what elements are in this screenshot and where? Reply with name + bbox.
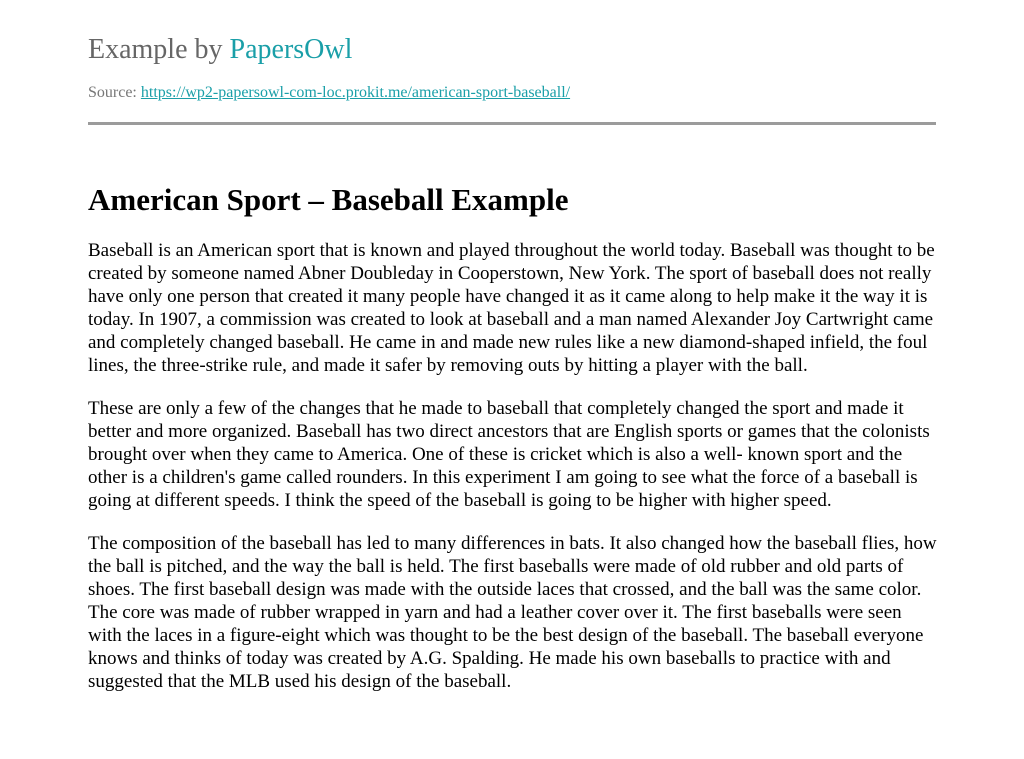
article [88,180,938,693]
brand-line [88,32,936,68]
article-title: American Sport – Baseball Example [88,182,569,217]
article-paragraph-1: Baseball is an American sport that is known and played throughout the world today. Baseball was thought to be created by someone named Abner Doubleday in Cooperstown, New York. The sport of baseball does not really have only one person that created it many people have changed it as it came along to help make it the way it is today. In 1907, a commission was created to look at baseball and a man named Alexander Joy Cartwright came and completely changed baseball. He came in and made new rules like a new diamond-shaped infield, the foul lines, the three-strike rule, and made it safer by removing outs by hitting a player with the ball. [88,240,935,376]
source-label: Source: [88,84,137,101]
source-link[interactable]: https://wp2-papersowl-com-loc.prokit.me/american-sport-baseball/ [140,84,571,101]
brand-prefix: Example by [88,34,223,65]
article-paragraph-2: These are only a few of the changes that he made to baseball that completely changed the sport and made it better and more organized. Baseball has two direct ancestors that are English sports or games that the colonists brought over when they came to America. One of these is cricket which is also a well- known sport and the other is a children's game called rounders. In this experiment I am going to see what the force of a baseball is going at different speeds. I think the speed of the baseball is going to be higher with higher speed. [88,398,930,511]
brand-name[interactable]: PapersOwl [229,34,353,65]
article-paragraph-3: The composition of the baseball has led to many differences in bats. It also changed how the baseball flies, how the ball is pitched, and the way the ball is held. The first baseballs were made of old rubber and old parts of shoes. The first baseball design was made with the outside laces that crossed, and the ball was the same color. The core was made of rubber wrapped in yarn and had a leather cover over it. The first baseballs were seen with the laces in a figure-eight which was thought to be the best design of the baseball. The baseball everyone knows and thinks of today was created by A.G. Spalding. He made his own baseballs to practice with and suggested that the MLB used his design of the baseball. [88,533,937,692]
page-header [88,32,936,103]
header-divider [88,122,936,125]
source-line [88,83,936,103]
